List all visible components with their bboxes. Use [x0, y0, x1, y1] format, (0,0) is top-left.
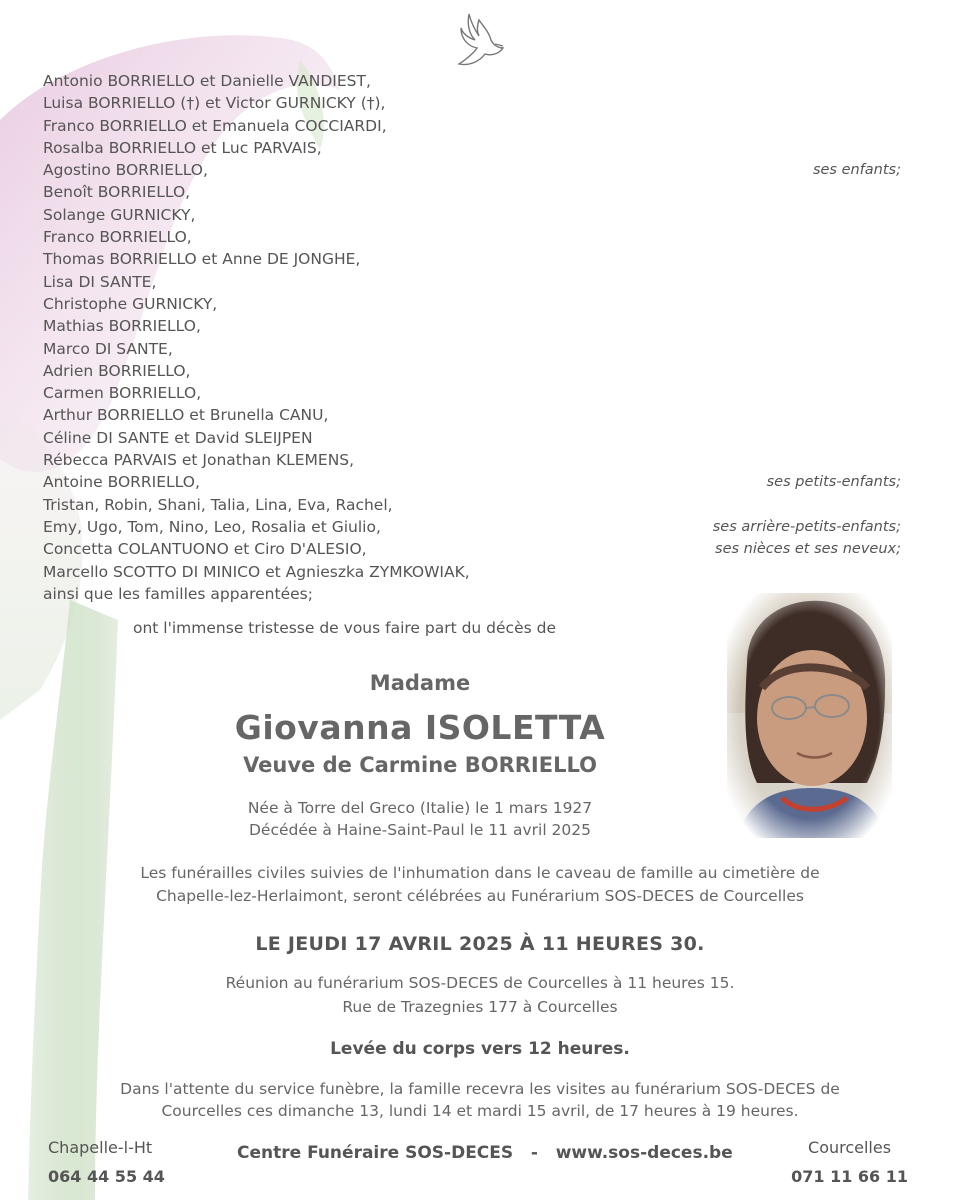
family-row — [43, 516, 913, 538]
family-member: Solange GURNICKY, — [43, 205, 196, 224]
family-member: Rosalba BORRIELLO et Luc PARVAIS, — [43, 138, 322, 157]
portrait-photo — [727, 593, 892, 838]
family-row — [43, 382, 913, 404]
family-row — [43, 427, 913, 449]
family-member: Luisa BORRIELLO (†) et Victor GURNICKY (†), — [43, 94, 386, 113]
family-member: Agostino BORRIELLO, — [43, 161, 208, 180]
family-row — [43, 271, 913, 293]
family-row — [43, 248, 913, 270]
relation-label: ses enfants; — [812, 162, 901, 179]
family-row — [43, 159, 913, 181]
family-member: Franco BORRIELLO et Emanuela COCCIARDI, — [43, 116, 387, 135]
relation-label: ses petits-enfants; — [766, 474, 901, 491]
announcement: ont l'immense tristesse de vous faire part du décès de — [133, 619, 556, 637]
visits-line-2: Courcelles ces dimanche 13, lundi 14 et mardi 15 avril, de 17 heures à 19 heures. — [161, 1102, 799, 1120]
family-row — [43, 92, 913, 114]
family-member: Antoine BORRIELLO, — [43, 473, 200, 492]
reunion-info — [40, 971, 920, 1019]
family-member: Franco BORRIELLO, — [43, 228, 192, 247]
family-member: Concetta COLANTUONO et Ciro D'ALESIO, — [43, 540, 367, 559]
family-row — [43, 137, 913, 159]
footer-right — [791, 1133, 908, 1191]
family-row — [43, 204, 913, 226]
relation-label: ses nièces et ses neveux; — [715, 541, 901, 558]
family-row — [43, 115, 913, 137]
address-line: Rue de Trazegnies 177 à Courcelles — [342, 998, 618, 1016]
footer-right-city: Courcelles — [808, 1138, 892, 1157]
family-row — [43, 494, 913, 516]
footer-left-phone: 064 44 55 44 — [48, 1167, 165, 1186]
family-row — [43, 360, 913, 382]
family-row — [43, 315, 913, 337]
family-list — [43, 70, 913, 605]
funerals-info — [40, 862, 920, 908]
family-member: Tristan, Robin, Shani, Talia, Lina, Eva, Rachel, — [43, 495, 393, 514]
family-member: Marco DI SANTE, — [43, 339, 173, 358]
family-member: Benoît BORRIELLO, — [43, 183, 191, 202]
family-member: Mathias BORRIELLO, — [43, 317, 201, 336]
family-member: Marcello SCOTTO DI MINICO et Agnieszka ZYMKOWIAK, — [43, 562, 470, 581]
family-row — [43, 404, 913, 426]
footer-left — [48, 1133, 165, 1191]
family-member: Christophe GURNICKY, — [43, 294, 218, 313]
birth-line: Née à Torre del Greco (Italie) le 1 mars 1927 — [247, 799, 593, 817]
family-row — [43, 561, 913, 583]
family-row — [43, 449, 913, 471]
family-member: Adrien BORRIELLO, — [43, 361, 191, 380]
reunion-line: Réunion au funérarium SOS-DECES de Courcelles à 11 heures 15. — [225, 974, 735, 992]
family-row — [43, 471, 913, 493]
family-row — [43, 293, 913, 315]
deceased-title: Madame — [369, 671, 471, 695]
family-member: Rébecca PARVAIS et Jonathan KLEMENS, — [43, 451, 355, 470]
family-member: Arthur BORRIELLO et Brunella CANU, — [43, 406, 329, 425]
family-row — [43, 338, 913, 360]
footer-center: Centre Funéraire SOS-DECES - www.sos-deces.be — [237, 1143, 733, 1163]
family-member: Carmen BORRIELLO, — [43, 384, 202, 403]
footer-left-city: Chapelle-l-Ht — [48, 1138, 153, 1157]
family-member: Antonio BORRIELLO et Danielle VANDIEST, — [43, 72, 371, 90]
deceased-name: Giovanna ISOLETTA — [234, 708, 606, 747]
family-member: ainsi que les familles apparentées; — [43, 584, 313, 603]
visits-info — [40, 1078, 920, 1122]
relation-label: ses arrière-petits-enfants; — [712, 518, 901, 535]
family-row — [43, 181, 913, 203]
family-row — [43, 226, 913, 248]
family-row — [43, 70, 913, 92]
family-member: Thomas BORRIELLO et Anne DE JONGHE, — [43, 250, 361, 269]
family-member: Lisa DI SANTE, — [43, 272, 157, 291]
family-row — [43, 538, 913, 560]
funerals-line-1: Les funérailles civiles suivies de l'inhumation dans le caveau de famille au cimetière de — [140, 864, 820, 882]
footer-right-phone: 071 11 66 11 — [791, 1167, 908, 1186]
funerals-line-2: Chapelle-lez-Herlaimont, seront célébrées au Funérarium SOS-DECES de Courcelles — [156, 887, 804, 905]
ceremony-date: LE JEUDI 17 AVRIL 2025 À 11 HEURES 30. — [255, 933, 705, 955]
family-member: Céline DI SANTE et David SLEIJPEN — [43, 428, 313, 447]
visits-line-1: Dans l'attente du service funèbre, la famille recevra les visites au funérarium SOS-DECES de — [120, 1080, 840, 1098]
birth-death-info — [140, 797, 700, 841]
widow-of: Veuve de Carmine BORRIELLO — [243, 753, 597, 777]
death-line: Décédée à Haine-Saint-Paul le 11 avril 2025 — [249, 821, 591, 839]
levee-info: Levée du corps vers 12 heures. — [330, 1039, 630, 1059]
family-member: Emy, Ugo, Tom, Nino, Leo, Rosalia et Giulio, — [43, 517, 381, 536]
